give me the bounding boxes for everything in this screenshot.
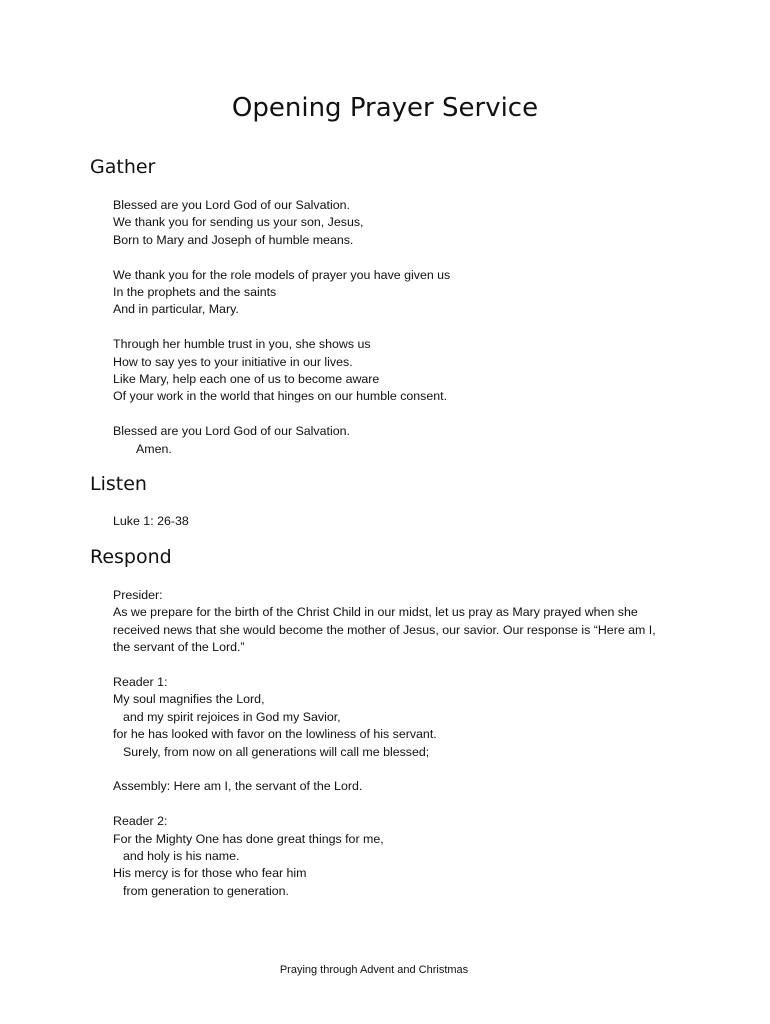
prayer-line: Like Mary, help each one of us to become aware bbox=[113, 372, 380, 387]
reader2-line: His mercy is for those who fear him bbox=[113, 866, 307, 881]
prayer-line: Blessed are you Lord God of our Salvation. bbox=[113, 198, 350, 212]
gather-stanza-4 bbox=[113, 423, 690, 458]
page-footer: Praying through Advent and Christmas bbox=[279, 964, 469, 976]
prayer-line: Born to Mary and Joseph of humble means. bbox=[113, 232, 354, 247]
reader1-label: Reader 1: bbox=[113, 675, 168, 690]
reader1-line: and my spirit rejoices in God my Savior, bbox=[123, 709, 341, 724]
prayer-line: Of your work in the world that hinges on our humble consent. bbox=[113, 389, 448, 404]
gather-stanza-2 bbox=[113, 267, 690, 319]
presider-label: Presider: bbox=[113, 588, 163, 602]
reader1-line: My soul magnifies the Lord, bbox=[113, 692, 265, 707]
page-title: Opening Prayer Service bbox=[231, 93, 539, 123]
reader2-label: Reader 2: bbox=[113, 814, 168, 829]
gather-stanza-1 bbox=[113, 197, 690, 249]
listen-body bbox=[113, 513, 690, 530]
prayer-line: In the prophets and the saints bbox=[113, 285, 277, 300]
reader2-line: and holy is his name. bbox=[123, 849, 240, 864]
heading-gather: Gather bbox=[90, 156, 156, 178]
reader2-line: from generation to generation. bbox=[123, 883, 290, 898]
prayer-line: Through her humble trust in you, she shows us bbox=[113, 337, 371, 352]
prayer-line: We thank you for the role models of prayer you have given us bbox=[113, 267, 451, 282]
reader1-line: Surely, from now on all generations will call me blessed; bbox=[123, 744, 430, 759]
gather-body bbox=[113, 197, 690, 458]
presider-text: As we prepare for the birth of the Christ Child in our midst, let us pray as Mary prayed when she received news that she would become the mother of Jesus, our savior. Our response is “Here am I, the servant of the Lord.” bbox=[113, 605, 656, 655]
prayer-line: We thank you for sending us your son, Jesus, bbox=[113, 215, 364, 230]
amen-line: Amen. bbox=[136, 441, 172, 456]
prayer-line: And in particular, Mary. bbox=[113, 302, 239, 317]
gather-stanza-3 bbox=[113, 336, 690, 406]
section-gather bbox=[90, 154, 690, 458]
reader2-line: For the Mighty One has done great things for me, bbox=[113, 831, 384, 846]
prayer-line: How to say yes to your initiative in our lives. bbox=[113, 354, 353, 369]
heading-listen: Listen bbox=[90, 473, 147, 495]
section-listen bbox=[90, 471, 690, 530]
assembly-response: Assembly: Here am I, the servant of the Lord. bbox=[113, 779, 363, 794]
reader1-line: for he has looked with favor on the lowliness of his servant. bbox=[113, 727, 437, 742]
heading-respond: Respond bbox=[90, 546, 172, 568]
section-respond bbox=[90, 544, 690, 900]
respond-body bbox=[113, 587, 690, 900]
prayer-line: Blessed are you Lord God of our Salvation. bbox=[113, 424, 350, 439]
scripture-reference: Luke 1: 26-38 bbox=[113, 514, 189, 528]
